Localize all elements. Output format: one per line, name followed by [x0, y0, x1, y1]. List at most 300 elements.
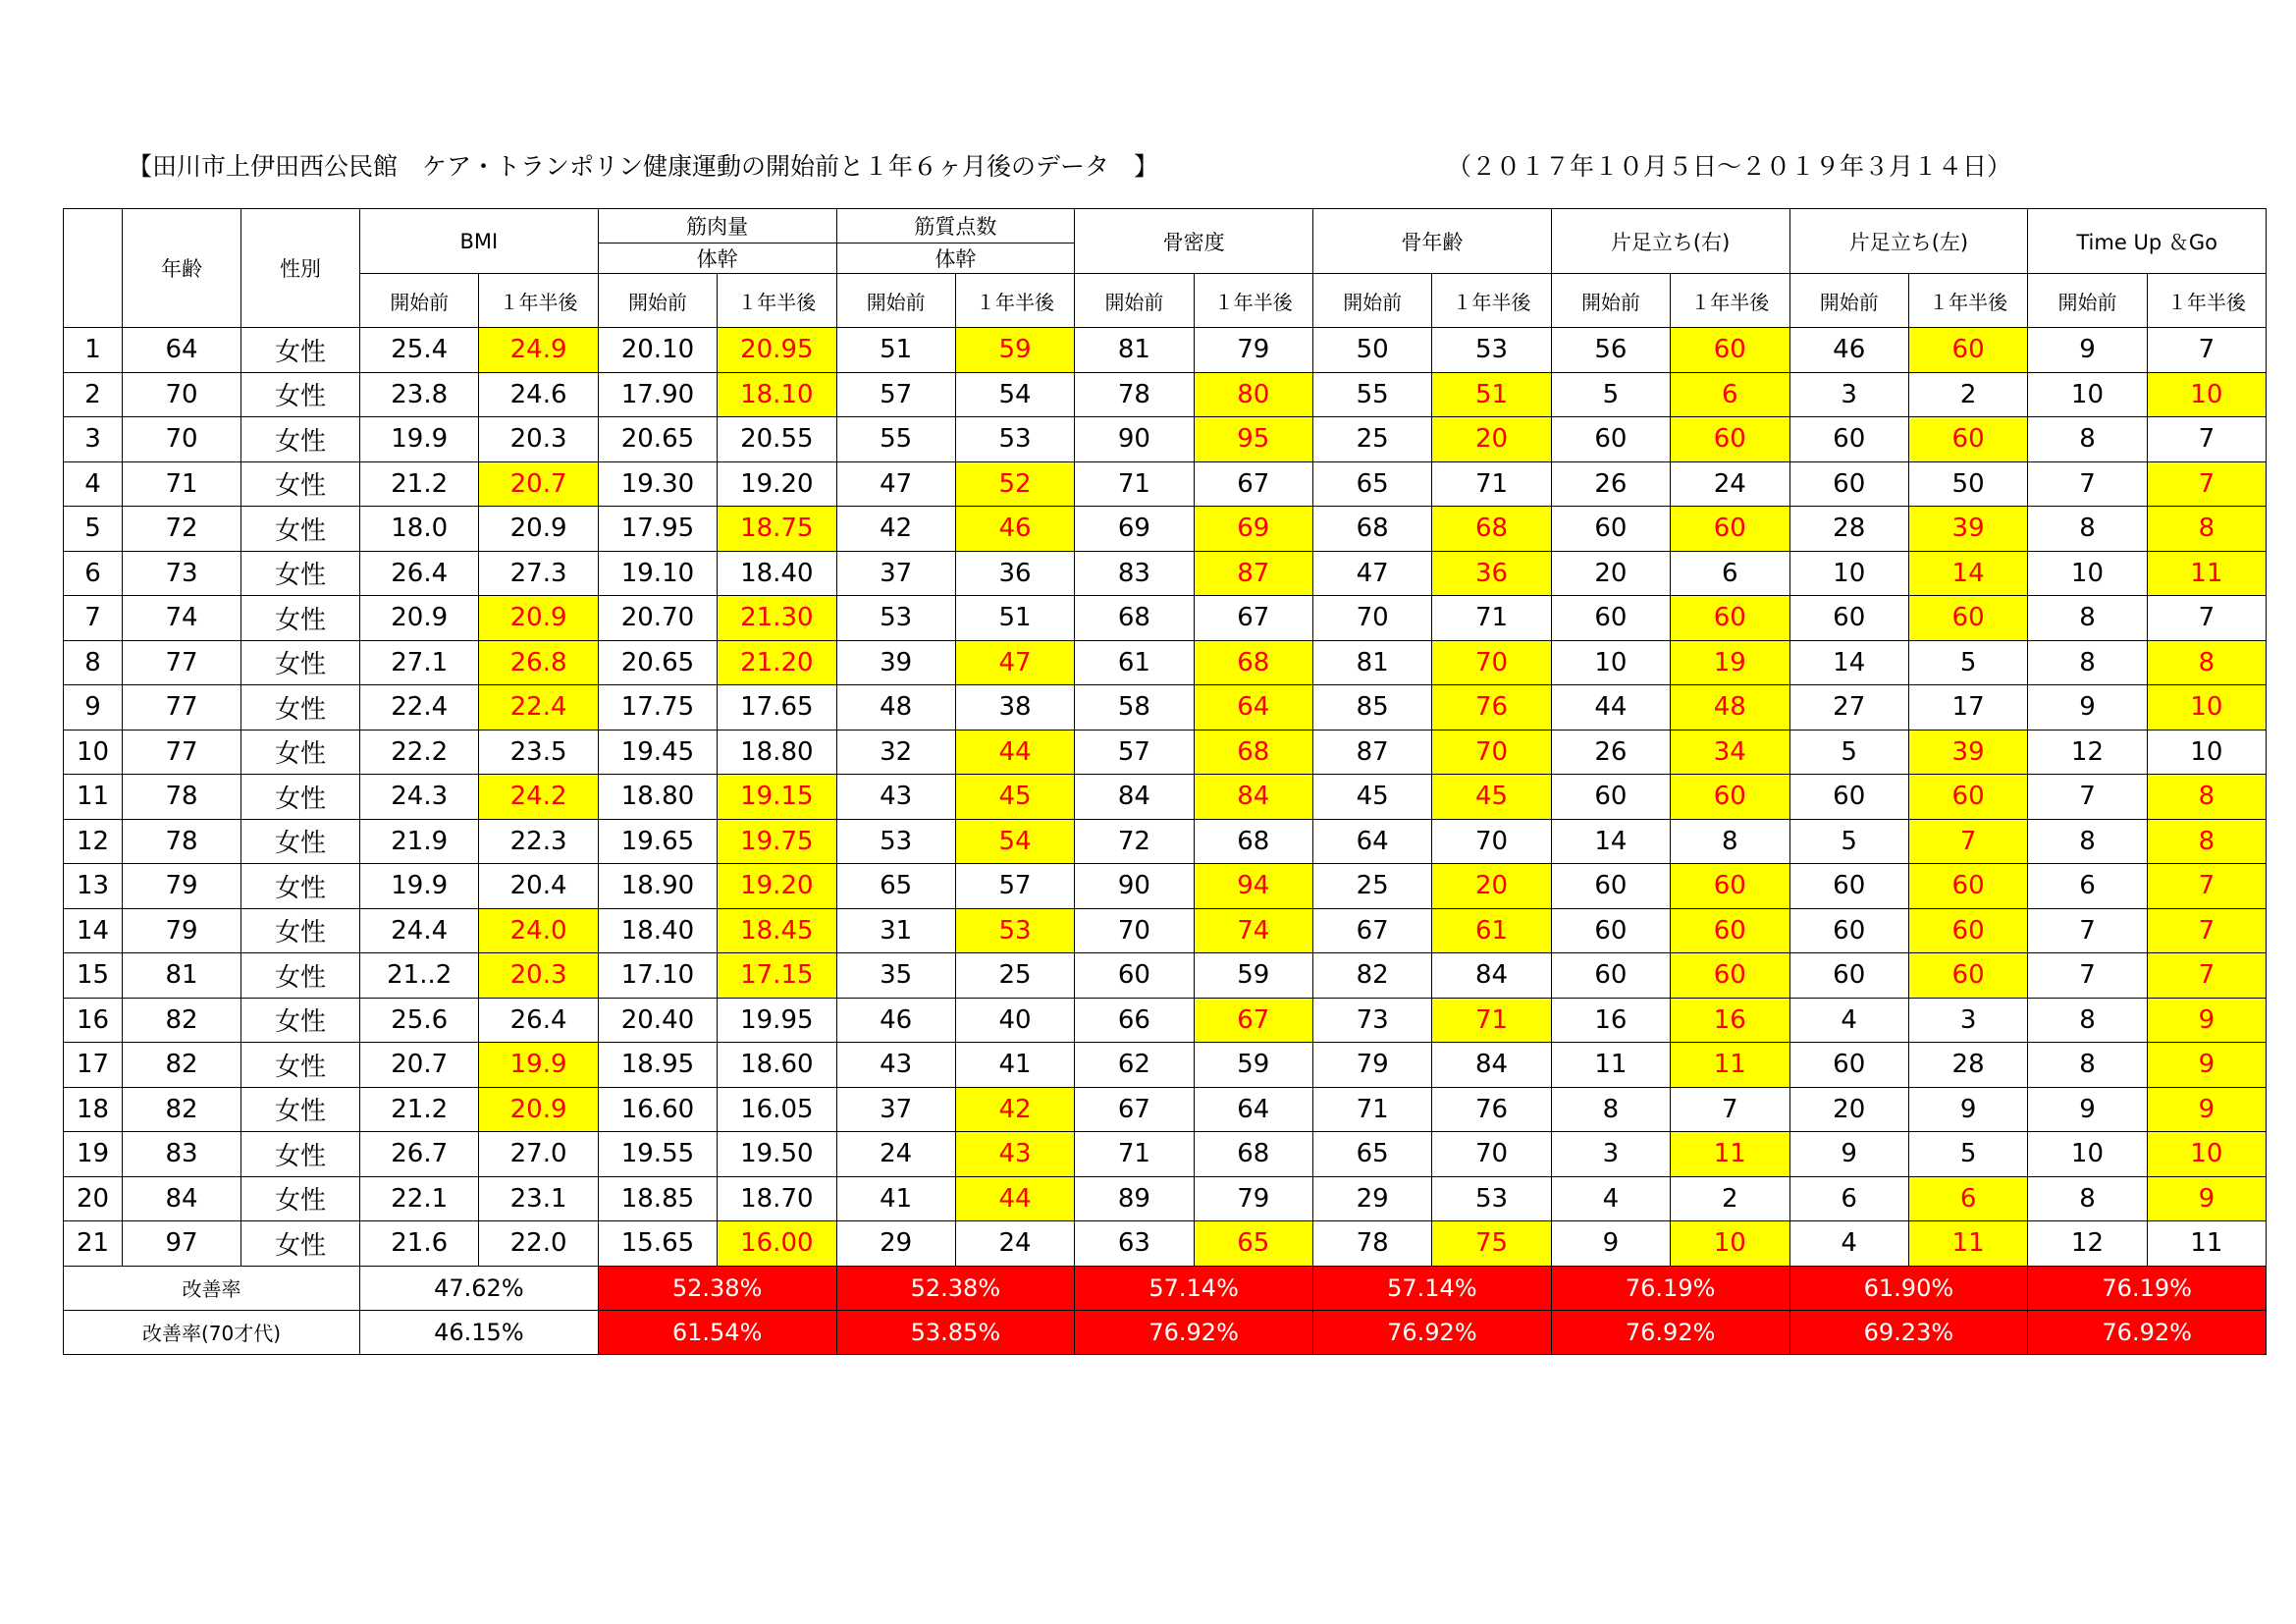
value-cell: 20.65: [598, 417, 717, 462]
value-cell: 48: [1671, 685, 1789, 731]
value-cell: 45: [1432, 775, 1551, 820]
value-cell: 42: [836, 507, 955, 552]
row-number: 2: [64, 372, 123, 417]
improvement-rate-cell: 52.38%: [836, 1266, 1075, 1310]
value-cell: 16.05: [718, 1087, 836, 1132]
value-cell: 17.10: [598, 953, 717, 999]
row-number: 7: [64, 596, 123, 641]
value-cell: 22.4: [479, 685, 598, 731]
header-phase-after: １年半後: [2147, 274, 2266, 328]
value-cell: 51: [836, 328, 955, 373]
value-cell: 60: [1551, 908, 1670, 953]
value-cell: 81: [1313, 640, 1432, 685]
value-cell: 53: [955, 908, 1074, 953]
header-phase-before: 開始前: [2028, 274, 2147, 328]
value-cell: 20.65: [598, 640, 717, 685]
age-cell: 72: [123, 507, 241, 552]
value-cell: 2: [1671, 1176, 1789, 1221]
value-cell: 95: [1194, 417, 1312, 462]
value-cell: 9: [2028, 328, 2147, 373]
summary-row: [64, 1266, 2267, 1310]
value-cell: 4: [1789, 1221, 1908, 1267]
value-cell: 24.6: [479, 372, 598, 417]
value-cell: 26: [1551, 461, 1670, 507]
sex-cell: 女性: [241, 1087, 360, 1132]
sex-cell: 女性: [241, 1176, 360, 1221]
sex-cell: 女性: [241, 417, 360, 462]
sex-cell: 女性: [241, 640, 360, 685]
value-cell: 18.40: [598, 908, 717, 953]
value-cell: 19.75: [718, 819, 836, 864]
value-cell: 60: [1789, 864, 1908, 909]
value-cell: 70: [1432, 640, 1551, 685]
value-cell: 78: [1075, 372, 1194, 417]
summary-label: 改善率: [64, 1266, 360, 1310]
age-cell: 97: [123, 1221, 241, 1267]
value-cell: 11: [1671, 1132, 1789, 1177]
sex-cell: 女性: [241, 819, 360, 864]
value-cell: 60: [1551, 864, 1670, 909]
value-cell: 18.90: [598, 864, 717, 909]
value-cell: 70: [1313, 596, 1432, 641]
value-cell: 59: [1194, 1043, 1312, 1088]
value-cell: 60: [1551, 775, 1670, 820]
sex-cell: 女性: [241, 730, 360, 775]
value-cell: 28: [1789, 507, 1908, 552]
value-cell: 22.0: [479, 1221, 598, 1267]
value-cell: 20.4: [479, 864, 598, 909]
value-cell: 89: [1075, 1176, 1194, 1221]
header-phase-after: １年半後: [1194, 274, 1312, 328]
document-title: 【田川市上伊田西公民館 ケア・トランポリン健康運動の開始前と１年６ヶ月後のデータ 】: [128, 152, 1159, 181]
value-cell: 7: [2147, 328, 2266, 373]
value-cell: 60: [1789, 953, 1908, 999]
table-row: [64, 507, 2267, 552]
value-cell: 16: [1551, 998, 1670, 1043]
value-cell: 9: [2147, 1087, 2266, 1132]
value-cell: 36: [955, 551, 1074, 596]
age-cell: 79: [123, 864, 241, 909]
value-cell: 50: [1908, 461, 2027, 507]
row-number: 5: [64, 507, 123, 552]
value-cell: 60: [1908, 908, 2027, 953]
value-cell: 67: [1194, 596, 1312, 641]
value-cell: 20.9: [479, 1087, 598, 1132]
value-cell: 46: [955, 507, 1074, 552]
row-number: 4: [64, 461, 123, 507]
value-cell: 60: [1908, 953, 2027, 999]
value-cell: 75: [1432, 1221, 1551, 1267]
value-cell: 18.85: [598, 1176, 717, 1221]
sex-cell: 女性: [241, 775, 360, 820]
summary-row: [64, 1310, 2267, 1354]
value-cell: 47: [836, 461, 955, 507]
value-cell: 53: [836, 596, 955, 641]
value-cell: 25: [955, 953, 1074, 999]
value-cell: 8: [2028, 417, 2147, 462]
improvement-rate-cell: 57.14%: [1313, 1266, 1552, 1310]
value-cell: 69: [1194, 507, 1312, 552]
table-row: [64, 1132, 2267, 1177]
value-cell: 10: [1789, 551, 1908, 596]
header-phase-after: １年半後: [479, 274, 598, 328]
value-cell: 60: [1789, 461, 1908, 507]
value-cell: 67: [1075, 1087, 1194, 1132]
value-cell: 24.0: [479, 908, 598, 953]
value-cell: 60: [1908, 775, 2027, 820]
value-cell: 53: [1432, 1176, 1551, 1221]
value-cell: 81: [1075, 328, 1194, 373]
value-cell: 24: [836, 1132, 955, 1177]
value-cell: 90: [1075, 417, 1194, 462]
value-cell: 65: [836, 864, 955, 909]
value-cell: 71: [1075, 461, 1194, 507]
header-phase-after: １年半後: [955, 274, 1074, 328]
value-cell: 7: [2147, 417, 2266, 462]
value-cell: 61: [1075, 640, 1194, 685]
value-cell: 5: [1551, 372, 1670, 417]
value-cell: 8: [2147, 775, 2266, 820]
value-cell: 44: [955, 1176, 1074, 1221]
improvement-rate-cell: 76.92%: [2028, 1310, 2267, 1354]
value-cell: 34: [1671, 730, 1789, 775]
table-row: [64, 1176, 2267, 1221]
value-cell: 71: [1432, 596, 1551, 641]
improvement-rate-cell: 76.92%: [1075, 1310, 1313, 1354]
value-cell: 5: [1789, 819, 1908, 864]
value-cell: 41: [836, 1176, 955, 1221]
value-cell: 47: [955, 640, 1074, 685]
value-cell: 87: [1313, 730, 1432, 775]
value-cell: 11: [1908, 1221, 2027, 1267]
sex-cell: 女性: [241, 1043, 360, 1088]
value-cell: 8: [2028, 596, 2147, 641]
value-cell: 71: [1432, 461, 1551, 507]
value-cell: 20.40: [598, 998, 717, 1043]
value-cell: 20.70: [598, 596, 717, 641]
value-cell: 20.9: [479, 596, 598, 641]
value-cell: 71: [1075, 1132, 1194, 1177]
value-cell: 19.50: [718, 1132, 836, 1177]
value-cell: 8: [2028, 1176, 2147, 1221]
value-cell: 60: [1789, 417, 1908, 462]
value-cell: 11: [1671, 1043, 1789, 1088]
age-cell: 78: [123, 819, 241, 864]
value-cell: 21.2: [360, 461, 479, 507]
value-cell: 25: [1313, 417, 1432, 462]
value-cell: 18.70: [718, 1176, 836, 1221]
value-cell: 84: [1432, 1043, 1551, 1088]
value-cell: 9: [1789, 1132, 1908, 1177]
value-cell: 54: [955, 372, 1074, 417]
value-cell: 26.4: [479, 998, 598, 1043]
value-cell: 45: [955, 775, 1074, 820]
value-cell: 60: [1551, 417, 1670, 462]
value-cell: 24.9: [479, 328, 598, 373]
age-cell: 83: [123, 1132, 241, 1177]
value-cell: 59: [955, 328, 1074, 373]
table-row: [64, 461, 2267, 507]
table-row: [64, 417, 2267, 462]
age-cell: 71: [123, 461, 241, 507]
header-bone-density: 骨密度: [1075, 209, 1313, 274]
value-cell: 60: [1075, 953, 1194, 999]
value-cell: 24: [1671, 461, 1789, 507]
value-cell: 20: [1789, 1087, 1908, 1132]
sex-cell: 女性: [241, 998, 360, 1043]
header-muscle-quality: 筋質点数: [836, 209, 1075, 244]
row-number: 21: [64, 1221, 123, 1267]
value-cell: 41: [955, 1043, 1074, 1088]
table-row: [64, 819, 2267, 864]
value-cell: 11: [1551, 1043, 1670, 1088]
measurement-table: [63, 208, 2267, 1355]
value-cell: 43: [836, 1043, 955, 1088]
age-cell: 70: [123, 417, 241, 462]
header-phase-after: １年半後: [718, 274, 836, 328]
sex-cell: 女性: [241, 1221, 360, 1267]
value-cell: 60: [1671, 596, 1789, 641]
table-row: [64, 551, 2267, 596]
value-cell: 18.60: [718, 1043, 836, 1088]
value-cell: 60: [1671, 328, 1789, 373]
value-cell: 29: [836, 1221, 955, 1267]
header-phase-before: 開始前: [1075, 274, 1194, 328]
value-cell: 44: [955, 730, 1074, 775]
value-cell: 84: [1432, 953, 1551, 999]
value-cell: 14: [1551, 819, 1670, 864]
improvement-rate-cell: 46.15%: [360, 1310, 599, 1354]
row-number: 17: [64, 1043, 123, 1088]
value-cell: 57: [1075, 730, 1194, 775]
value-cell: 61: [1432, 908, 1551, 953]
value-cell: 9: [2028, 1087, 2147, 1132]
value-cell: 17.95: [598, 507, 717, 552]
value-cell: 10: [1551, 640, 1670, 685]
value-cell: 20: [1551, 551, 1670, 596]
value-cell: 19.20: [718, 461, 836, 507]
value-cell: 24: [955, 1221, 1074, 1267]
value-cell: 29: [1313, 1176, 1432, 1221]
value-cell: 57: [836, 372, 955, 417]
value-cell: 12: [2028, 730, 2147, 775]
value-cell: 19.20: [718, 864, 836, 909]
value-cell: 31: [836, 908, 955, 953]
improvement-rate-cell: 76.92%: [1313, 1310, 1552, 1354]
table-row: [64, 1087, 2267, 1132]
value-cell: 18.10: [718, 372, 836, 417]
value-cell: 7: [2147, 908, 2266, 953]
value-cell: 14: [1789, 640, 1908, 685]
value-cell: 7: [2147, 953, 2266, 999]
age-cell: 70: [123, 372, 241, 417]
value-cell: 82: [1313, 953, 1432, 999]
sex-cell: 女性: [241, 372, 360, 417]
table-row: [64, 730, 2267, 775]
value-cell: 26.8: [479, 640, 598, 685]
value-cell: 60: [1671, 775, 1789, 820]
value-cell: 22.3: [479, 819, 598, 864]
row-number: 6: [64, 551, 123, 596]
age-cell: 82: [123, 1043, 241, 1088]
header-phase-before: 開始前: [598, 274, 717, 328]
value-cell: 20: [1432, 864, 1551, 909]
value-cell: 6: [1671, 551, 1789, 596]
value-cell: 20.10: [598, 328, 717, 373]
value-cell: 8: [2028, 1043, 2147, 1088]
value-cell: 25: [1313, 864, 1432, 909]
sex-cell: 女性: [241, 685, 360, 731]
value-cell: 9: [1908, 1087, 2027, 1132]
sex-cell: 女性: [241, 507, 360, 552]
value-cell: 20: [1432, 417, 1551, 462]
table-row: [64, 596, 2267, 641]
value-cell: 52: [955, 461, 1074, 507]
value-cell: 7: [2028, 461, 2147, 507]
value-cell: 24.3: [360, 775, 479, 820]
age-cell: 74: [123, 596, 241, 641]
value-cell: 68: [1194, 730, 1312, 775]
value-cell: 4: [1551, 1176, 1670, 1221]
value-cell: 64: [1194, 685, 1312, 731]
value-cell: 64: [1194, 1087, 1312, 1132]
value-cell: 60: [1671, 417, 1789, 462]
improvement-rate-cell: 61.54%: [598, 1310, 836, 1354]
value-cell: 8: [2028, 998, 2147, 1043]
header-row-phase: [64, 274, 2267, 328]
sex-cell: 女性: [241, 1132, 360, 1177]
age-cell: 73: [123, 551, 241, 596]
header-phase-before: 開始前: [360, 274, 479, 328]
value-cell: 62: [1075, 1043, 1194, 1088]
header-time-up-go: Time Up ＆Go: [2028, 209, 2267, 274]
value-cell: 18.40: [718, 551, 836, 596]
value-cell: 19: [1671, 640, 1789, 685]
value-cell: 8: [1671, 819, 1789, 864]
sex-cell: 女性: [241, 461, 360, 507]
value-cell: 6: [1789, 1176, 1908, 1221]
value-cell: 20.9: [479, 507, 598, 552]
value-cell: 80: [1194, 372, 1312, 417]
row-number: 8: [64, 640, 123, 685]
value-cell: 3: [1789, 372, 1908, 417]
table-row: [64, 372, 2267, 417]
value-cell: 60: [1551, 507, 1670, 552]
value-cell: 70: [1432, 1132, 1551, 1177]
value-cell: 50: [1313, 328, 1432, 373]
age-cell: 77: [123, 640, 241, 685]
value-cell: 35: [836, 953, 955, 999]
value-cell: 39: [1908, 730, 2027, 775]
value-cell: 18.75: [718, 507, 836, 552]
value-cell: 12: [2028, 1221, 2147, 1267]
value-cell: 18.80: [598, 775, 717, 820]
value-cell: 21.30: [718, 596, 836, 641]
value-cell: 10: [2028, 1132, 2147, 1177]
header-one-leg-right: 片足立ち(右): [1551, 209, 1789, 274]
value-cell: 60: [1551, 596, 1670, 641]
value-cell: 8: [2028, 640, 2147, 685]
value-cell: 59: [1194, 953, 1312, 999]
row-number: 16: [64, 998, 123, 1043]
sex-cell: 女性: [241, 551, 360, 596]
value-cell: 27.3: [479, 551, 598, 596]
value-cell: 20.7: [360, 1043, 479, 1088]
value-cell: 7: [2028, 908, 2147, 953]
value-cell: 84: [1075, 775, 1194, 820]
value-cell: 10: [2147, 1132, 2266, 1177]
value-cell: 19.10: [598, 551, 717, 596]
value-cell: 39: [1908, 507, 2027, 552]
value-cell: 67: [1194, 998, 1312, 1043]
value-cell: 24.2: [479, 775, 598, 820]
table-row: [64, 640, 2267, 685]
value-cell: 7: [2147, 596, 2266, 641]
value-cell: 18.95: [598, 1043, 717, 1088]
value-cell: 10: [2147, 372, 2266, 417]
value-cell: 43: [955, 1132, 1074, 1177]
value-cell: 3: [1908, 998, 2027, 1043]
sex-cell: 女性: [241, 864, 360, 909]
value-cell: 65: [1194, 1221, 1312, 1267]
value-cell: 8: [2028, 507, 2147, 552]
value-cell: 17.75: [598, 685, 717, 731]
value-cell: 68: [1075, 596, 1194, 641]
value-cell: 37: [836, 551, 955, 596]
sex-cell: 女性: [241, 953, 360, 999]
row-number: 18: [64, 1087, 123, 1132]
age-cell: 81: [123, 953, 241, 999]
value-cell: 20.9: [360, 596, 479, 641]
value-cell: 60: [1789, 1043, 1908, 1088]
sex-cell: 女性: [241, 328, 360, 373]
header-muscle-mass: 筋肉量: [598, 209, 836, 244]
value-cell: 15.65: [598, 1221, 717, 1267]
value-cell: 60: [1789, 596, 1908, 641]
value-cell: 27: [1789, 685, 1908, 731]
value-cell: 68: [1313, 507, 1432, 552]
value-cell: 9: [2147, 1043, 2266, 1088]
value-cell: 46: [836, 998, 955, 1043]
value-cell: 5: [1908, 640, 2027, 685]
value-cell: 51: [1432, 372, 1551, 417]
value-cell: 84: [1194, 775, 1312, 820]
age-cell: 82: [123, 998, 241, 1043]
header-row-group: [64, 209, 2267, 244]
value-cell: 47: [1313, 551, 1432, 596]
value-cell: 17.15: [718, 953, 836, 999]
value-cell: 4: [1789, 998, 1908, 1043]
value-cell: 8: [2147, 507, 2266, 552]
value-cell: 22.4: [360, 685, 479, 731]
header-muscle-quality-trunk: 体幹: [836, 244, 1075, 274]
value-cell: 40: [955, 998, 1074, 1043]
value-cell: 18.80: [718, 730, 836, 775]
value-cell: 20.7: [479, 461, 598, 507]
table-row: [64, 864, 2267, 909]
value-cell: 60: [1789, 775, 1908, 820]
value-cell: 74: [1194, 908, 1312, 953]
improvement-rate-cell: 76.19%: [2028, 1266, 2267, 1310]
value-cell: 71: [1432, 998, 1551, 1043]
value-cell: 10: [2028, 551, 2147, 596]
value-cell: 58: [1075, 685, 1194, 731]
table-row: [64, 1043, 2267, 1088]
value-cell: 69: [1075, 507, 1194, 552]
improvement-rate-cell: 57.14%: [1075, 1266, 1313, 1310]
value-cell: 27.1: [360, 640, 479, 685]
value-cell: 25.4: [360, 328, 479, 373]
